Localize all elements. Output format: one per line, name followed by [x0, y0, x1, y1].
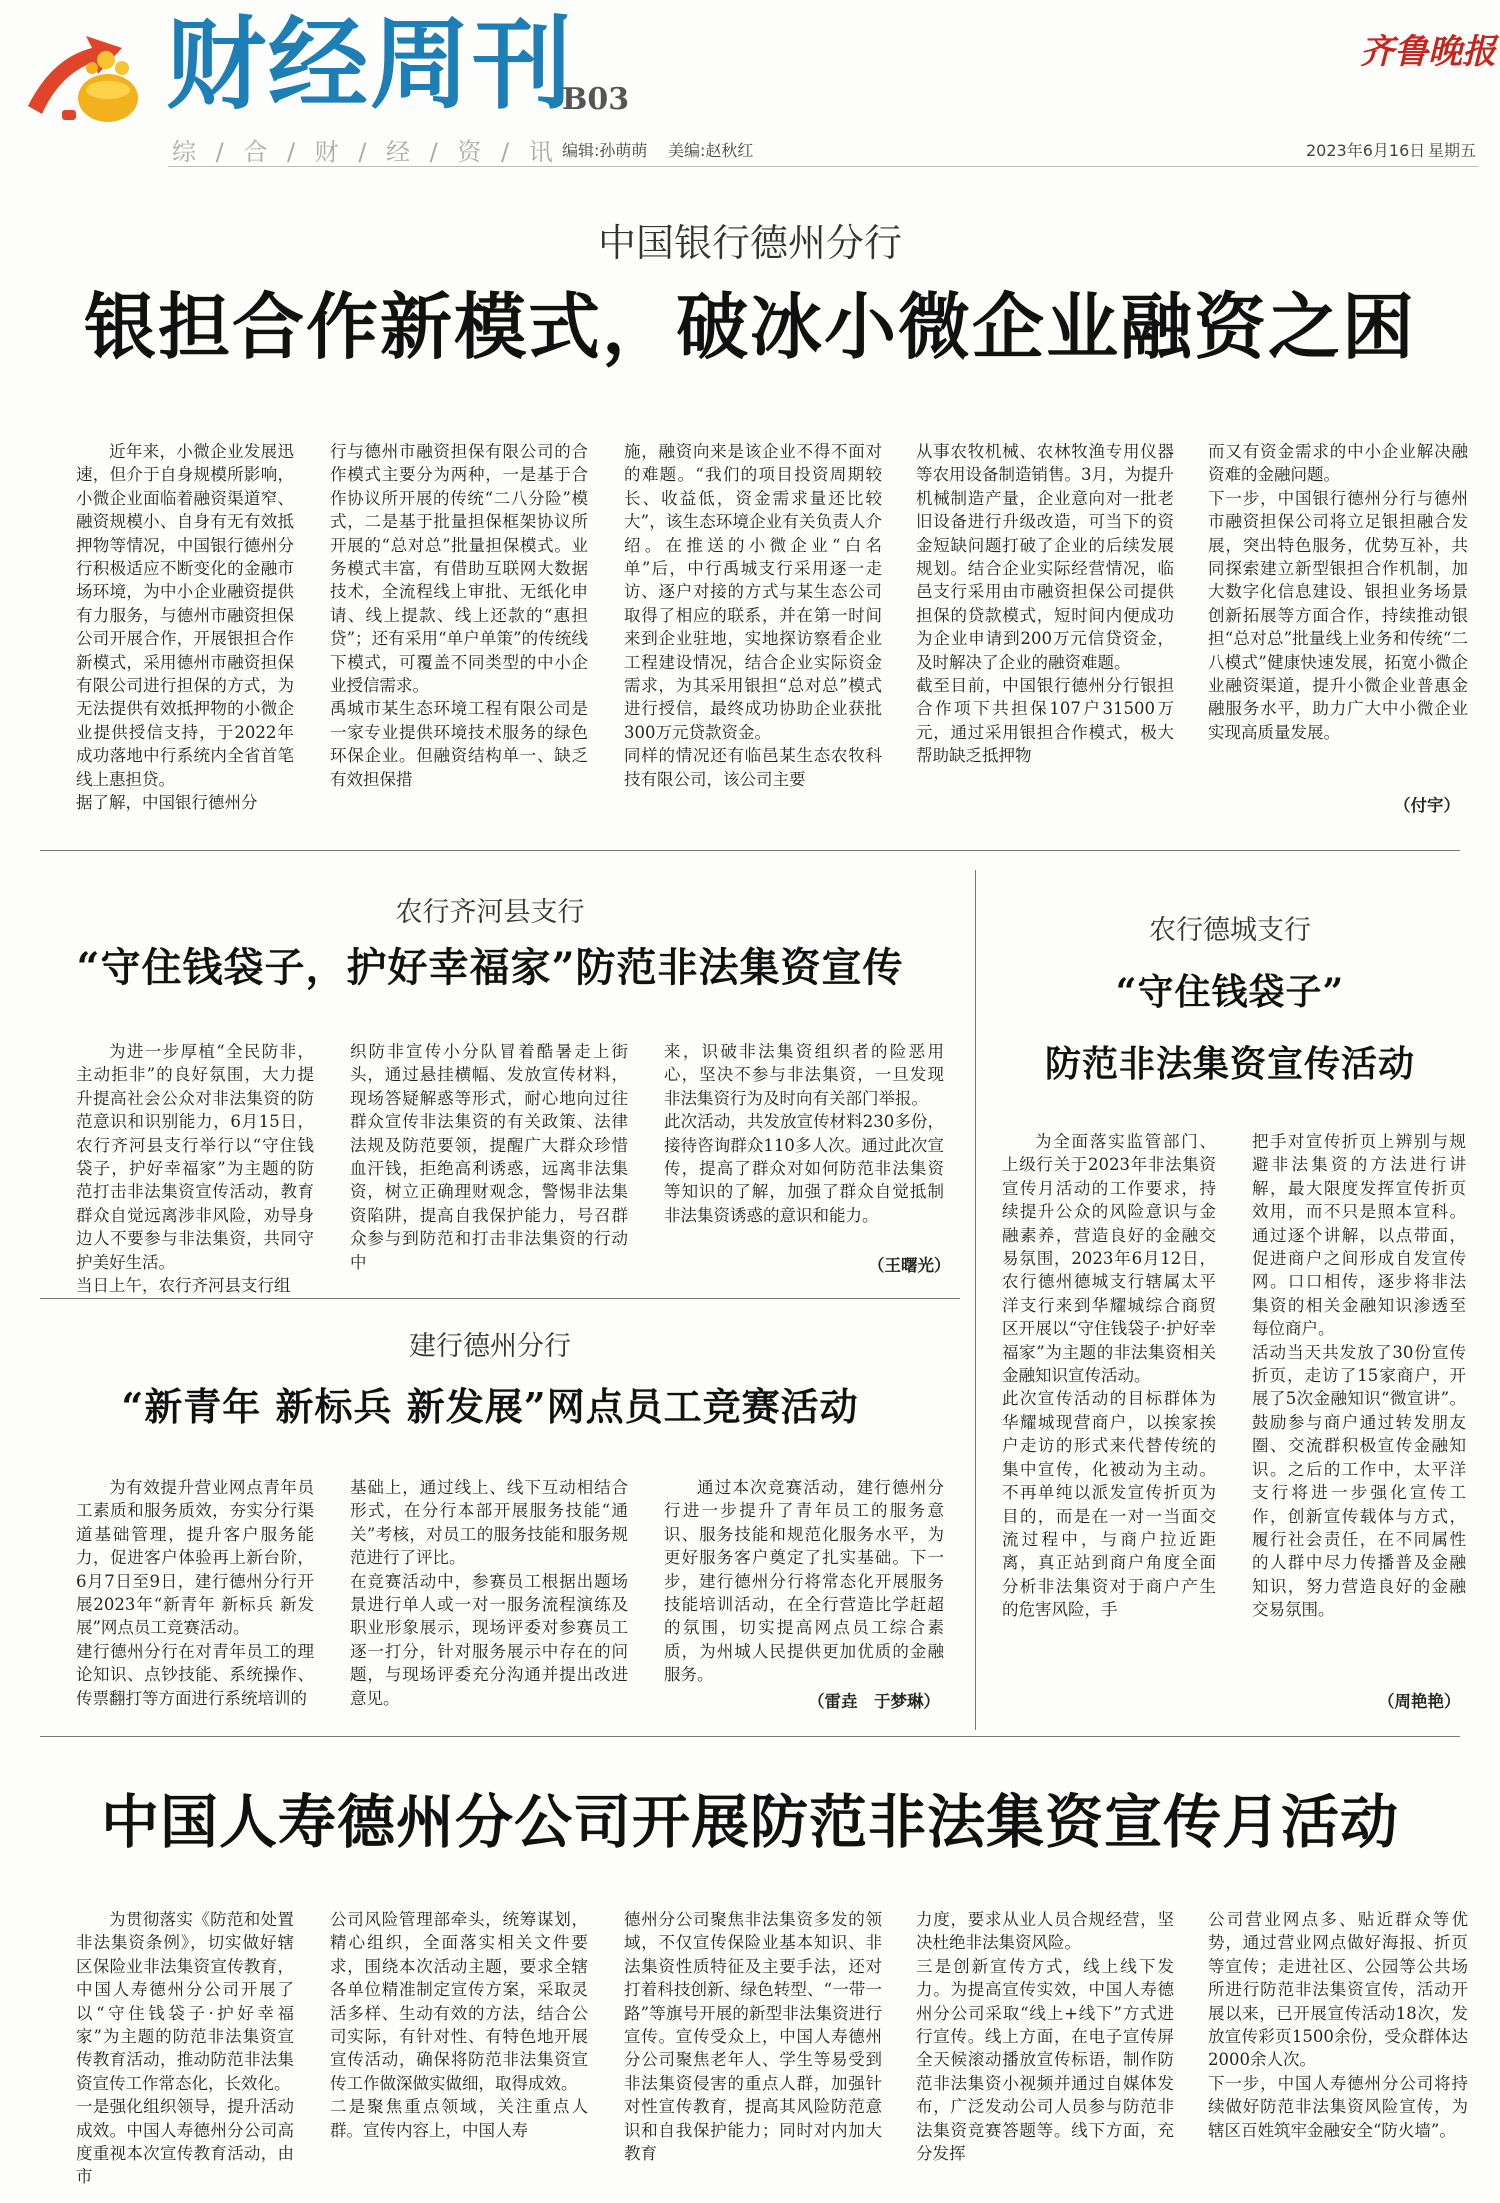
gold-coins-icon: [22, 18, 152, 128]
sidebar-divider: [975, 870, 976, 1730]
designer-credit: 美编:赵秋红: [668, 141, 754, 160]
article2-headline: “守住钱袋子，护好幸福家”防范非法集资宣传: [76, 944, 904, 991]
article1-kicker: 中国银行德州分行: [597, 221, 902, 265]
article4-headline-line1: “守住钱袋子”: [1115, 971, 1345, 1013]
article5-headline: 中国人寿德州分公司开展防范非法集资宣传月活动: [100, 1788, 1399, 1856]
article3-column-1: 为有效提升营业网点青年员工素质和服务质效，夯实分行渠道基础管理，提升客户服务能力，促进客户体验再上新台阶，6月7日至9日，建行德州分行开展2023年“新青年 新标兵 新发展”网点员工竞赛活动。 建行德州分行在对青年员工的理论知识、点钞技能、系统操作、传票翻打等方面进行系统培训的: [76, 1478, 314, 1708]
issue-date: 2023年6月16日: [1306, 141, 1426, 160]
article3-author: （雷垚 于梦琳）: [808, 1692, 940, 1711]
article2-divider: [40, 1298, 960, 1299]
article1-column-5: 而又有资金需求的中小企业解决融资难的金融问题。 下一步，中国银行德州分行与德州市融资担保公司将立足银担融合发展，突出特色服务，优势互补，共同探索建立新型银担合作机制，加大数字化信息建设、银担业务场景创新拓展等方面合作，持续推动银担“总对总”批量线上业务和传统“二八模式”健康快速发展，拓宽小微企业融资渠道，提升小微企业普惠金融服务水平，助力广大中小微企业实现高质量发展。: [1208, 442, 1468, 742]
article1-column-3: 施，融资向来是该企业不得不面对的难题。“我们的项目投资周期较长、收益低，资金需求量还比较大”，该生态环境企业有关负责人介绍。在推送的小微企业“白名单”后，中行禹城支行采用逐一走访、逐户对接的方式与某生态公司取得了相应的联系，并在第一时间来到企业驻地，实地探访察看企业工程建设情况，结合企业实际资金需求，为其采用银担“总对总”模式进行授信，最终成功协助企业获批300万元贷款资金。 同样的情况还有临邑某生态农牧科技有限公司，该公司主要: [624, 442, 882, 789]
article3-kicker: 建行德州分行: [409, 1331, 571, 1362]
article5-column-5: 公司营业网点多、贴近群众等优势，通过营业网点做好海报、折页等宣传；走进社区、公园等公共场所进行防范非法集资宣传，活动开展以来，已开展宣传活动18次，发放宣传彩页1500余份，受众群体达2000余人次。 下一步，中国人寿德州分公司将持续做好防范非法集资风险宣传，为辖区百姓筑牢金融安全“防火墙”。: [1208, 1910, 1468, 2140]
article4-column-1: 为全面落实监管部门、上级行关于2023年非法集资宣传月活动的工作要求，持续提升公众的风险意识与金融素养，营造良好的金融交易氛围，2023年6月12日，农行德州德城支行辖属太平洋支行来到华耀城综合商贸区开展以“守住钱袋子·护好幸福家”为主题的非法集资相关金融知识宣传活动。 此次宣传活动的目标群体为华耀城现营商户，以挨家挨户走访的形式来代替传统的集中宣传，化被动为主动。不再单纯以派发宣传折页为目的，而是在一对一当面交流过程中，与商户拉近距离，真正站到商户角度全面分析非法集资对于商户产生的危害风险，手: [1002, 1132, 1216, 1620]
article4-headline-line2: 防范非法集资宣传活动: [1044, 1043, 1415, 1085]
article3-column-3: 通过本次竞赛活动，建行德州分行进一步提升了青年员工的服务意识、服务技能和规范化服务水平，为更好服务客户奠定了扎实基础。下一步，建行德州分行将常态化开展服务技能培训活动，在全行营造比学赶超的氛围，切实提高网点员工综合素质，为州城人民提供更加优质的金融服务。: [664, 1478, 944, 1685]
article2-column-3: 来，识破非法集资组织者的险恶用心，坚决不参与非法集资，一旦发现非法集资行为及时向有关部门举报。 此次活动，共发放宣传材料230多份，接待咨询群众110多人次。通过此次宣传，提高了群众对如何防范非法集资等知识的了解，加强了群众自觉抵制非法集资诱惑的意识和能力。: [664, 1042, 944, 1225]
section-subtitle: 综 / 合 / 财 / 经 / 资 / 讯: [172, 138, 559, 166]
article5-column-3: 德州分公司聚焦非法集资多发的领域，不仅宣传保险业基本知识、非法集资性质特征及主要手法，还对打着科技创新、绿色转型、“一带一路”等旗号开展的新型非法集资进行宣传。宣传受众上，中国人寿德州分公司聚焦老年人、学生等易受到非法集资侵害的重点人群，加强针对性宣传教育，提高其风险防范意识和自我保护能力；同时对内加大教育: [624, 1910, 882, 2164]
article4-column-2: 把手对宣传折页上辨别与规避非法集资的方法进行讲解，最大限度发挥宣传折页效用，而不只是照本宣科。通过逐个讲解，以点带面，促进商户之间形成自发宣传网。口口相传，逐步将非法集资的相关金融知识渗透至每位商户。 活动当天共发放了30份宣传折页，走访了15家商户，开展了5次金融知识“微宣讲”。鼓励参与商户通过转发朋友圈、交流群积极宣传金融知识。之后的工作中，太平洋支行将进一步强化宣传工作，创新宣传载体与方式，履行社会责任，在不同属性的人群中尽力传播普及金融知识，努力营造良好的金融交易氛围。: [1252, 1132, 1466, 1620]
article4-kicker: 农行德城支行: [1149, 915, 1311, 946]
article5-column-2: 公司风险管理部牵头，统筹谋划，精心组织，全面落实相关文件要求，围绕本次活动主题，要求全辖各单位精准制定宣传方案，采取灵活多样、生动有效的方法，结合公司实际，有针对性、有特色地开展宣传活动，确保将防范非法集资宣传工作做深做实做细，取得成效。 二是聚焦重点领域，关注重点人群。宣传内容上，中国人寿: [330, 1910, 588, 2140]
article1-divider: [40, 850, 1460, 851]
page-number: B03: [562, 82, 630, 117]
article1-author: （付宇）: [1394, 796, 1460, 815]
article1-column-2: 行与德州市融资担保有限公司的合作模式主要分为两种，一是基于合作协议所开展的传统“二八分险”模式，二是基于批量担保框架协议所开展的“总对总”批量担保模式。业务模式丰富，有借助互联网大数据技术，全流程线上审批、无纸化申请、线上提款、线上还款的“惠担贷”；还有采用“单户单策”的传统线下模式，可覆盖不同类型的中小企业授信需求。 禹城市某生态环境工程有限公司是一家专业提供环境技术服务的绿色环保企业。但融资结构单一、缺乏有效担保措: [330, 442, 588, 789]
article1-column-1: 近年来，小微企业发展迅速，但介于自身规模所影响，小微企业面临着融资渠道窄、融资规模小、自身有无有效抵押物等情况，中国银行德州分行积极适应不断变化的金融市场环境，为中小企业融资提供有力服务，与德州市融资担保公司开展合作，开展银担合作新模式，采用德州市融资担保有限公司进行担保的方式，为无法提供有效抵押物的小微企业提供授信支持，于2022年成功落地中行系统内全省首笔线上惠担贷。 据了解，中国银行德州分: [76, 442, 294, 813]
article1-headline: 银担合作新模式，破冰小微企业融资之困: [83, 284, 1416, 369]
masthead: [0, 0, 1500, 170]
article5-column-4: 力度，要求从业人员合规经营，坚决杜绝非法集资风险。 三是创新宣传方式，线上线下发力。为提高宣传实效，中国人寿德州分公司采取“线上+线下”方式进行宣传。线上方面，在电子宣传屏全天候滚动播放宣传标语，制作防范非法集资小视频并通过自媒体发布，广泛发动公司人员参与防范非法集资竞赛答题等。线下方面，充分发挥: [916, 1910, 1174, 2164]
article2-column-1: 为进一步厚植“全民防非，主动拒非”的良好氛围，大力提升提高社会公众对非法集资的防范意识和识别能力，6月15日，农行齐河县支行举行以“守住钱袋子，护好幸福家”为主题的防范打击非法集资宣传活动，教育群众自觉远离涉非风险，劝导身边人不要参与非法集资，共同守护美好生活。 当日上午，农行齐河县支行组: [76, 1042, 314, 1296]
article3-headline: “新青年 新标兵 新发展”网点员工竞赛活动: [121, 1384, 859, 1429]
editor-credit: 编辑:孙萌萌: [562, 141, 648, 160]
issue-weekday: 星期五: [1428, 141, 1477, 160]
article5-column-1: 为贯彻落实《防范和处置非法集资条例》，切实做好辖区保险业非法集资宣传教育，中国人寿德州分公司开展了以“守住钱袋子·护好幸福家”为主题的防范非法集资宣传教育活动，推动防范非法集资宣传工作常态化，长效化。 一是强化组织领导，提升活动成效。中国人寿德州分公司高度重视本次宣传教育活动，由市: [76, 1910, 294, 2187]
article4-author: （周艳艳）: [1378, 1692, 1461, 1711]
article2-column-2: 织防非宣传小分队冒着酷暑走上街头，通过悬挂横幅、发放宣传材料，现场答疑解惑等形式，耐心地向过往群众宣传非法集资的有关政策、法律法规及防范要领，提醒广大群众珍惜血汗钱，拒绝高利诱惑，远离非法集资，树立正确理财观念，警惕非法集资陷阱，提高自我保护能力，号召群众参与到防范和打击非法集资的行动中: [350, 1042, 628, 1272]
paper-name-logo: 齐鲁晚报: [1360, 32, 1496, 72]
article4-divider: [40, 1736, 1460, 1737]
article3-column-2: 基础上，通过线上、线下互动相结合形式，在分行本部开展服务技能“通关”考核，对员工的服务技能和服务规范进行了评比。 在竞赛活动中，参赛员工根据出题场景进行单人或一对一服务流程演练及职业形象展示，现场评委对参赛员工逐一打分，针对服务展示中存在的问题，与现场评委充分沟通并提出改进意见。: [350, 1478, 628, 1708]
section-title: 财经周刊: [166, 6, 574, 123]
article2-kicker: 农行齐河县支行: [395, 897, 585, 928]
masthead-rule: [168, 166, 1478, 167]
article2-author: （王曙光）: [868, 1256, 951, 1275]
article1-column-4: 从事农牧机械、农林牧渔专用仪器等农用设备制造销售。3月，为提升机械制造产量，企业意向对一批老旧设备进行升级改造，可当下的资金短缺问题打破了企业的后续发展规划。结合企业实际经营情况，临邑支行采用由市融资担保公司提供担保的贷款模式，短时间内便成功为企业申请到200万元信贷资金，及时解决了企业的融资难题。 截至目前，中国银行德州分行银担合作项下共担保107户31500万元，通过采用银担合作模式，极大帮助缺乏抵押物: [916, 442, 1174, 766]
